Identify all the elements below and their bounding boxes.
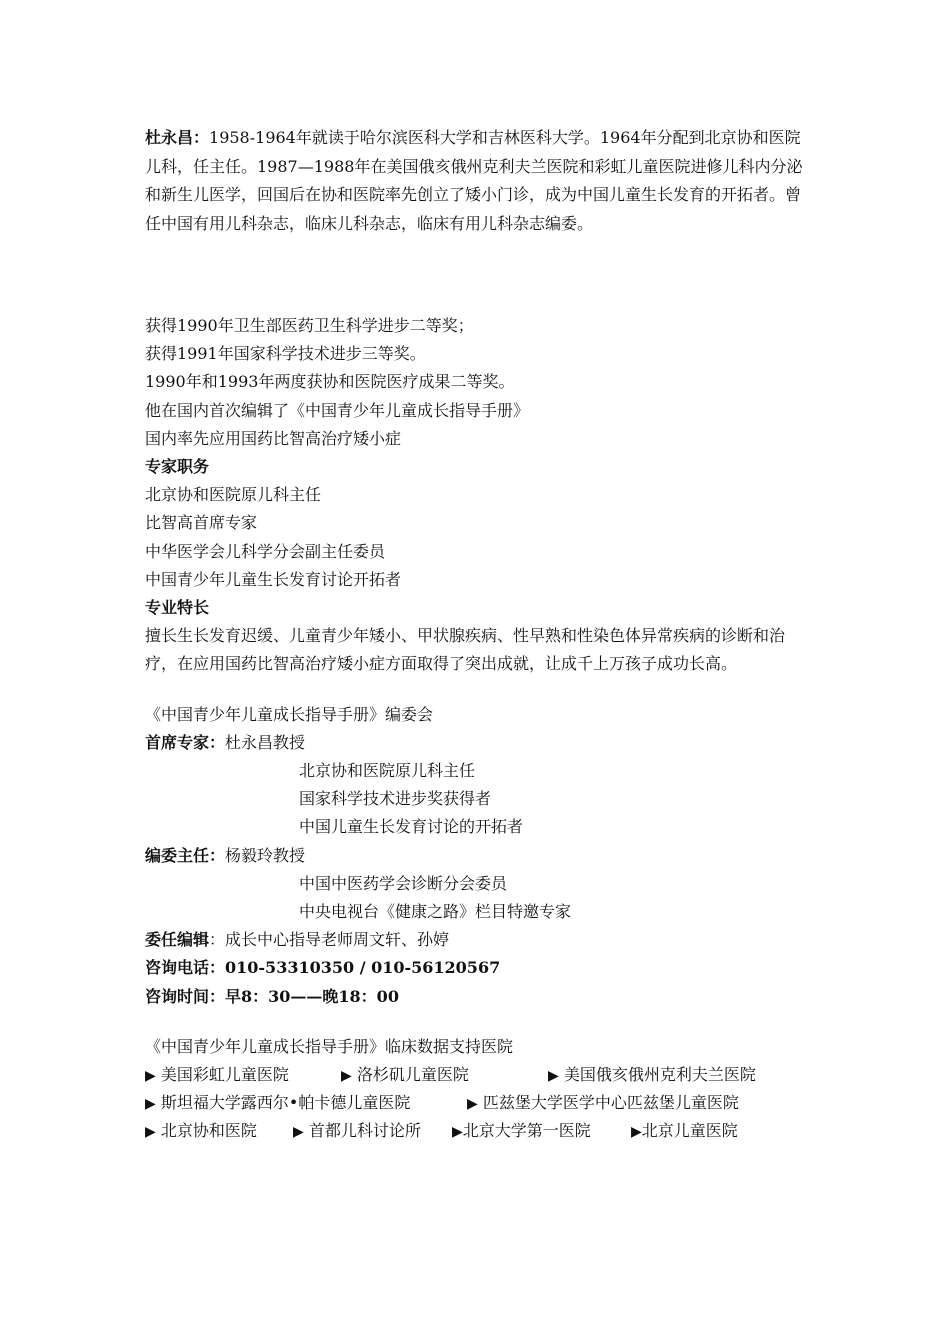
- duty-item: 中国青少年儿童生长发育讨论开拓者: [145, 569, 402, 589]
- specialty-text: 擅长生长发育迟缓、儿童青少年矮小、甲状腺疾病、性早熟和性染色体异常疾病的诊断和治疗，在应用国药比智高治疗矮小症方面取得了突出成就，让成千上万孩子成功长高。: [145, 626, 786, 674]
- board-director-row: [145, 842, 805, 870]
- hospital-item: [145, 1117, 257, 1146]
- hospitals-section: [145, 1033, 805, 1146]
- phone-value: 010-53310350 / 010-56120567: [225, 958, 501, 978]
- specialty-section: [145, 594, 805, 679]
- editor-row: [145, 926, 805, 954]
- hospitals-title: 《中国青少年儿童成长指导手册》临床数据支持医院: [145, 1036, 514, 1056]
- hospital-item: [452, 1117, 591, 1146]
- hospital-name: 斯坦福大学露西尔•帕卡德儿童医院: [160, 1093, 411, 1113]
- board-director-name: 杨毅玲教授: [225, 845, 306, 865]
- arrow-right-icon: ▶: [467, 1096, 478, 1113]
- document-page: [145, 124, 805, 1146]
- board-director-title: 中国中医药学会诊断分会委员: [299, 873, 508, 893]
- board-title: 《中国青少年儿童成长指导手册》编委会: [145, 704, 434, 724]
- hospital-row: [145, 1117, 805, 1145]
- chief-expert-title: 中国儿童生长发育讨论的开拓者: [299, 817, 524, 837]
- duty-item: 比智高首席专家: [145, 513, 258, 533]
- hospital-item: [341, 1061, 469, 1090]
- hospital-name: 北京大学第一医院: [462, 1121, 591, 1141]
- arrow-right-icon: ▶: [341, 1068, 352, 1085]
- hospital-item: [145, 1061, 289, 1090]
- phone-row: [145, 954, 805, 982]
- chief-expert-label: 首席专家：: [145, 732, 226, 752]
- hours-label: 咨询时间：: [145, 986, 226, 1006]
- arrow-right-icon: ▶: [145, 1124, 156, 1141]
- chief-expert-row: [145, 729, 805, 757]
- award-item: 1990年和1993年两度获协和医院医疗成果二等奖。: [145, 372, 515, 392]
- chief-expert-title: 北京协和医院原儿科主任: [299, 761, 476, 781]
- arrow-right-icon: ▶: [293, 1124, 304, 1141]
- arrow-right-icon: ▶: [452, 1124, 463, 1141]
- award-item: 获得1990年卫生部医药卫生科学进步二等奖；: [145, 316, 474, 335]
- editor-label: 委任编辑: [145, 930, 210, 950]
- hours-row: [145, 983, 805, 1011]
- hospital-row: [145, 1089, 805, 1117]
- hours-value: 早8：30——晚18：00: [225, 986, 399, 1006]
- board-director-title: 中央电视台《健康之路》栏目特邀专家: [299, 902, 572, 922]
- specialty-heading: 专业特长: [145, 598, 210, 618]
- arrow-right-icon: ▶: [631, 1124, 642, 1141]
- duty-item: 中华医学会儿科学分会副主任委员: [145, 541, 386, 561]
- board-director-label: 编委主任：: [145, 845, 226, 865]
- arrow-right-icon: ▶: [548, 1068, 559, 1085]
- intro-name-label: 杜永昌：: [145, 128, 210, 147]
- chief-expert-title: 国家科学技术进步奖获得者: [299, 789, 492, 809]
- intro-paragraph: [145, 124, 805, 238]
- hospital-item: [293, 1117, 421, 1146]
- phone-label: 咨询电话：: [145, 958, 226, 978]
- hospital-item: [631, 1117, 738, 1146]
- editor-value: ：成长中心指导老师周文轩、孙婷: [209, 930, 450, 950]
- award-item: 他在国内首次编辑了《中国青少年儿童成长指导手册》: [145, 400, 530, 420]
- duties-section: [145, 453, 805, 594]
- duty-item: 北京协和医院原儿科主任: [145, 485, 322, 505]
- hospital-name: 北京儿童医院: [641, 1121, 738, 1141]
- hospital-item: [145, 1089, 410, 1118]
- arrow-right-icon: ▶: [145, 1068, 156, 1085]
- arrow-right-icon: ▶: [145, 1096, 156, 1113]
- hospital-name: 美国俄亥俄州克利夫兰医院: [563, 1065, 756, 1085]
- hospital-item: [548, 1061, 756, 1090]
- hospital-name: 首都儿科讨论所: [308, 1121, 421, 1141]
- award-item: 国内率先应用国药比智高治疗矮小症: [145, 428, 402, 448]
- hospital-name: 匹兹堡大学医学中心匹兹堡儿童医院: [482, 1093, 739, 1113]
- hospital-row: [145, 1061, 805, 1089]
- chief-expert-name: 杜永昌教授: [225, 732, 306, 752]
- hospital-name: 北京协和医院: [160, 1121, 257, 1141]
- hospital-name: 洛杉矶儿童医院: [356, 1065, 469, 1085]
- awards-list: [145, 312, 805, 453]
- duties-heading: 专家职务: [145, 457, 210, 477]
- award-item: 获得1991年国家科学技术进步三等奖。: [145, 344, 426, 364]
- intro-text: 1958-1964年就读于哈尔滨医科大学和吉林医科大学。1964年分配到北京协和医院儿科，任主任。1987—1988年在美国俄亥俄州克利夫兰医院和彩虹儿童医院进修儿科内分泌和新生儿医学，回国后在协和医院率先创立了矮小门诊，成为中国儿童生长发育的开拓者。曾任中国有用儿科杂志，临床儿科杂志，临床有用儿科杂志编委。: [145, 128, 803, 233]
- hospital-name: 美国彩虹儿童医院: [160, 1065, 289, 1085]
- board-section: [145, 701, 805, 1011]
- hospital-item: [467, 1089, 739, 1118]
